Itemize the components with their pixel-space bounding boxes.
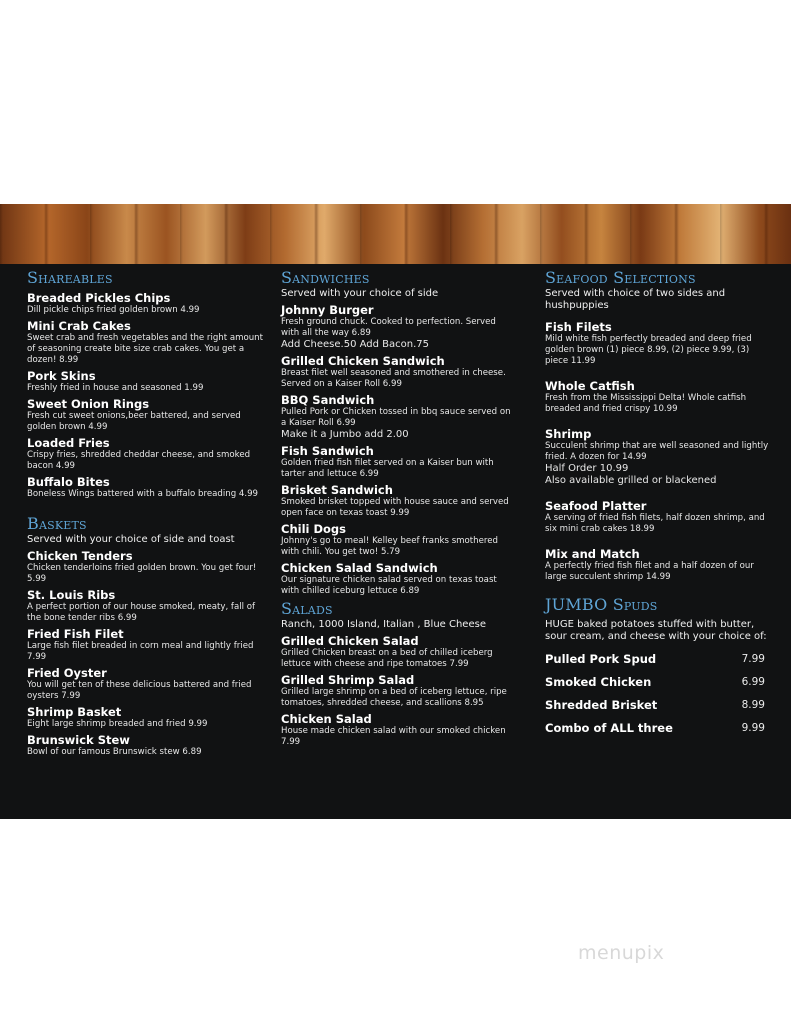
section-subtitle: Served with your choice of side — [281, 288, 439, 299]
column-right — [545, 268, 770, 735]
seafood-list — [545, 320, 770, 583]
menu-item — [281, 483, 513, 519]
item-name: Breaded Pickles Chips — [27, 291, 171, 305]
section-title-seafood: Seafood Selections — [545, 268, 696, 287]
menu-item — [545, 427, 770, 487]
item-name: St. Louis Ribs — [27, 588, 116, 602]
item-desc: Succulent shrimp that are well seasoned and lightly fried. A dozen for 14.99 — [545, 441, 769, 462]
menu-item — [281, 393, 513, 441]
item-extra: Add Cheese.50 Add Bacon.75 — [281, 339, 429, 350]
menu-item — [27, 733, 267, 758]
spud-price: 6.99 — [741, 676, 765, 688]
menu-item — [27, 627, 267, 663]
section-subtitle: HUGE baked potatoes stuffed with butter, sour cream, and cheese with your choice of: — [545, 619, 767, 642]
spud-row — [545, 652, 770, 666]
item-name: Pork Skins — [27, 369, 96, 383]
spud-name: Smoked Chicken — [545, 675, 652, 689]
section-title-shareables: Shareables — [27, 268, 113, 287]
item-name: Chili Dogs — [281, 522, 346, 536]
item-extra: Also available grilled or blackened — [545, 475, 717, 486]
item-desc: Bowl of our famous Brunswick stew 6.89 — [27, 747, 202, 757]
item-name: Brisket Sandwich — [281, 483, 393, 497]
item-name: Fish Sandwich — [281, 444, 374, 458]
menu-item — [545, 379, 770, 415]
menu-item — [545, 320, 770, 367]
menu-item — [27, 319, 267, 366]
menu-item — [545, 499, 770, 535]
menu-item — [281, 673, 513, 709]
section-title-spuds: JUMBO Spuds — [545, 595, 658, 614]
item-desc: Grilled Chicken breast on a bed of chilled iceberg lettuce with cheese and ripe tomatoes 7.99 — [281, 648, 493, 669]
item-name: Mini Crab Cakes — [27, 319, 131, 333]
item-desc: Golden fried fish filet served on a Kaiser bun with tarter and lettuce 6.99 — [281, 458, 494, 479]
baskets-list — [27, 549, 267, 758]
spud-price: 7.99 — [741, 653, 765, 665]
item-desc: A perfect portion of our house smoked, meaty, fall of the bone tender ribs 6.99 — [27, 602, 256, 623]
spud-row — [545, 721, 770, 735]
item-name: Chicken Salad Sandwich — [281, 561, 438, 575]
column-middle — [281, 268, 513, 750]
item-desc: Sweet crab and fresh vegetables and the right amount of seasoning create bite size crab cakes. You get a dozen! 8.99 — [27, 333, 263, 365]
sandwiches-list — [281, 303, 513, 597]
item-desc: Chicken tenderloins fried golden brown. You get four! 5.99 — [27, 563, 257, 584]
item-name: Fried Oyster — [27, 666, 107, 680]
item-desc: Boneless Wings battered with a buffalo breading 4.99 — [27, 489, 259, 499]
spud-price: 9.99 — [741, 722, 765, 734]
item-desc: Breast filet well seasoned and smothered in cheese. Served on a Kaiser Roll 6.99 — [281, 368, 506, 389]
item-name: Grilled Shrimp Salad — [281, 673, 415, 687]
item-name: Chicken Tenders — [27, 549, 133, 563]
menu-item — [281, 634, 513, 670]
item-name: Loaded Fries — [27, 436, 110, 450]
spud-name: Shredded Brisket — [545, 698, 658, 712]
item-name: Whole Catfish — [545, 379, 635, 393]
section-title-baskets: Baskets — [27, 514, 87, 533]
spuds-list — [545, 652, 770, 735]
item-desc: A serving of fried fish filets, half dozen shrimp, and six mini crab cakes 18.99 — [545, 513, 765, 534]
section-subtitle: Served with choice of two sides and hushpuppies — [545, 288, 726, 311]
menu-item — [27, 397, 267, 433]
item-name: BBQ Sandwich — [281, 393, 375, 407]
menu-item — [27, 291, 267, 316]
column-left — [27, 268, 267, 760]
spud-row — [545, 675, 770, 689]
item-desc: Fresh cut sweet onions,beer battered, and served golden brown 4.99 — [27, 411, 241, 432]
item-name: Seafood Platter — [545, 499, 647, 513]
section-subtitle: Served with your choice of side and toast — [27, 534, 235, 545]
item-desc: Freshly fried in house and seasoned 1.99 — [27, 383, 204, 393]
item-desc: Johnny's go to meal! Kelley beef franks smothered with chili. You get two! 5.79 — [281, 536, 498, 557]
menupix-watermark: menupix — [578, 942, 665, 964]
menu-item — [27, 436, 267, 472]
item-desc: Eight large shrimp breaded and fried 9.99 — [27, 719, 208, 729]
menu-item — [281, 712, 513, 748]
menu-item — [27, 588, 267, 624]
menu-item — [545, 547, 770, 583]
spud-name: Combo of ALL three — [545, 721, 673, 735]
wood-banner — [0, 204, 791, 264]
item-desc: Crispy fries, shredded cheddar cheese, and smoked bacon 4.99 — [27, 450, 251, 471]
item-name: Shrimp — [545, 427, 592, 441]
item-desc: Our signature chicken salad served on texas toast with chilled iceburg lettuce 6.89 — [281, 575, 497, 596]
menu-item — [281, 561, 513, 597]
menu-item — [27, 369, 267, 394]
item-desc: House made chicken salad with our smoked chicken 7.99 — [281, 726, 506, 747]
item-name: Brunswick Stew — [27, 733, 130, 747]
item-name: Johnny Burger — [281, 303, 374, 317]
item-extra: Half Order 10.99 — [545, 463, 629, 474]
section-subtitle: Ranch, 1000 Island, Italian , Blue Cheese — [281, 619, 486, 630]
menu-item — [27, 705, 267, 730]
menu-item — [281, 522, 513, 558]
menu-item — [27, 549, 267, 585]
item-name: Chicken Salad — [281, 712, 372, 726]
item-desc: Smoked brisket topped with house sauce and served open face on texas toast 9.99 — [281, 497, 509, 518]
item-name: Grilled Chicken Sandwich — [281, 354, 445, 368]
spud-price: 8.99 — [741, 699, 765, 711]
item-name: Grilled Chicken Salad — [281, 634, 419, 648]
menu-item — [281, 354, 513, 390]
item-name: Sweet Onion Rings — [27, 397, 150, 411]
spud-name: Pulled Pork Spud — [545, 652, 657, 666]
menu-item — [281, 444, 513, 480]
spud-row — [545, 698, 770, 712]
item-name: Fried Fish Filet — [27, 627, 124, 641]
menu-item — [27, 666, 267, 702]
menu-item — [27, 475, 267, 500]
shareables-list — [27, 291, 267, 500]
menu-item — [281, 303, 513, 351]
item-desc: Fresh from the Mississippi Delta! Whole catfish breaded and fried crispy 10.99 — [545, 393, 747, 414]
item-name: Fish Filets — [545, 320, 612, 334]
item-desc: Grilled large shrimp on a bed of iceberg lettuce, ripe tomatoes, shredded cheese, and scallions 8.95 — [281, 687, 507, 708]
item-desc: Fresh ground chuck. Cooked to perfection. Served with all the way 6.89 — [281, 317, 496, 338]
item-name: Mix and Match — [545, 547, 640, 561]
section-title-salads: Salads — [281, 599, 333, 618]
section-title-sandwiches: Sandwiches — [281, 268, 370, 287]
salads-list — [281, 634, 513, 748]
item-desc: Large fish filet breaded in corn meal and lightly fried 7.99 — [27, 641, 254, 662]
item-extra: Make it a Jumbo add 2.00 — [281, 429, 409, 440]
item-desc: Mild white fish perfectly breaded and deep fried golden brown (1) piece 8.99, (2) piece 9.99, (3) piece 11.99 — [545, 334, 752, 366]
item-desc: Dill pickle chips fried golden brown 4.99 — [27, 305, 200, 315]
item-desc: A perfectly fried fish filet and a half dozen of our large succulent shrimp 14.99 — [545, 561, 754, 582]
item-desc: You will get ten of these delicious battered and fried oysters 7.99 — [27, 680, 252, 701]
item-desc: Pulled Pork or Chicken tossed in bbq sauce served on a Kaiser Roll 6.99 — [281, 407, 511, 428]
item-name: Shrimp Basket — [27, 705, 122, 719]
item-name: Buffalo Bites — [27, 475, 110, 489]
